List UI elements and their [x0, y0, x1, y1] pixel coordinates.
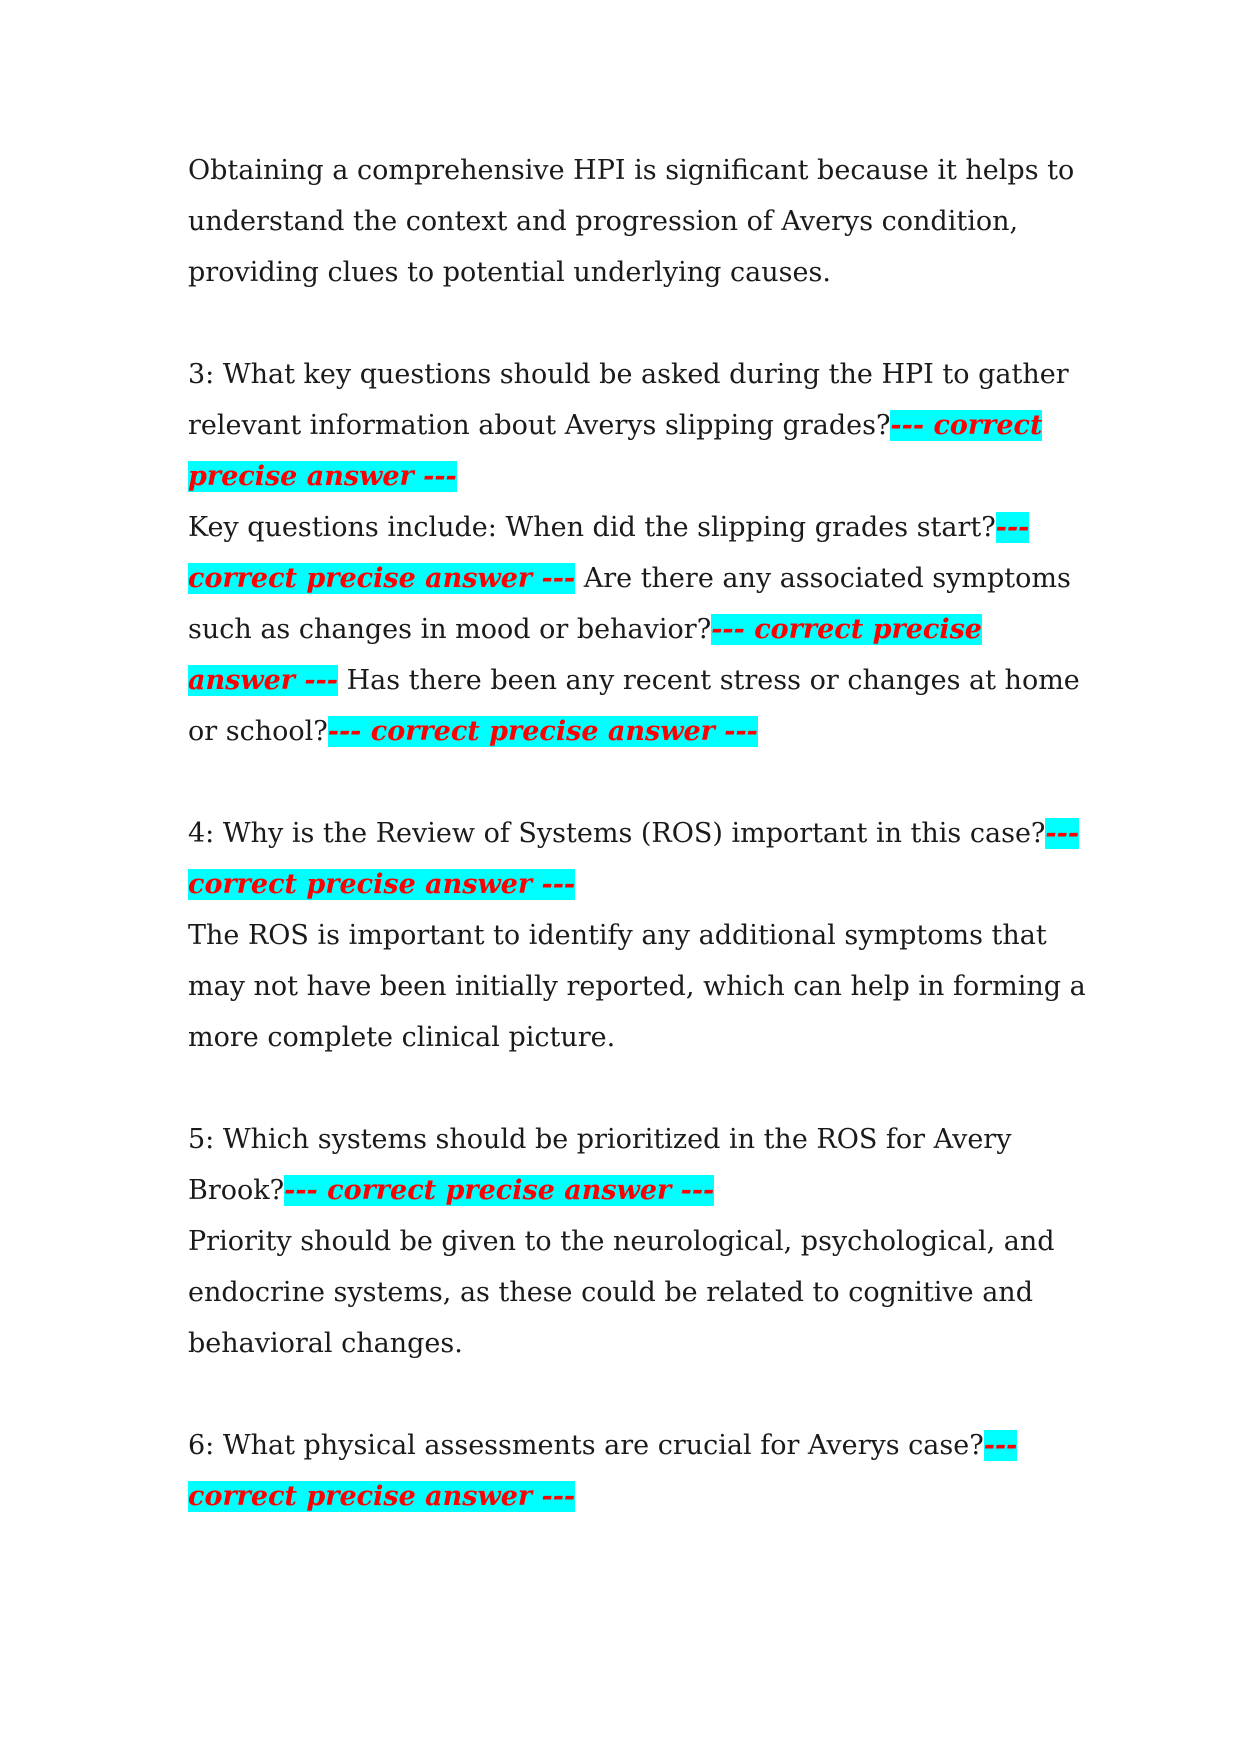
- answer-3: [188, 502, 1088, 757]
- answer-3-part-2: Are there any associated symptoms such as changes in mood or behavior?: [188, 563, 1071, 645]
- question-5-text: 5: Which systems should be prioritized in the ROS for Avery Brook?: [188, 1124, 1012, 1206]
- question-3: [188, 349, 1088, 502]
- answer-marker: --- correct precise answer ---: [284, 1175, 715, 1206]
- paragraph-spacer: [188, 757, 1088, 808]
- answer-4: The ROS is important to identify any additional symptoms that may not have been initially reported, which can help in forming a more complete clinical picture.: [188, 920, 1086, 1053]
- answer-marker: --- correct precise answer ---: [188, 818, 1080, 900]
- answer-marker: --- correct precise answer ---: [188, 410, 1043, 492]
- document-page: [188, 145, 1088, 1522]
- paragraph-spacer: [188, 298, 1088, 349]
- answer-marker: --- correct precise answer ---: [188, 1430, 1018, 1512]
- question-3-text: 3: What key questions should be asked during the HPI to gather relevant information about Averys slipping grades?: [188, 359, 1069, 441]
- intro-paragraph: Obtaining a comprehensive HPI is significant because it helps to understand the context and progression of Averys condition, providing clues to potential underlying causes.: [188, 155, 1075, 288]
- question-4-text: 4: Why is the Review of Systems (ROS) important in this case?: [188, 818, 1046, 849]
- answer-marker: --- correct precise answer ---: [188, 512, 1030, 594]
- answer-3-part-3: Has there been any recent stress or changes at home or school?: [188, 665, 1080, 747]
- question-6: [188, 1420, 1088, 1522]
- answer-5: Priority should be given to the neurological, psychological, and endocrine systems, as these could be related to cognitive and behavioral changes.: [188, 1226, 1055, 1359]
- answer-marker: --- correct precise answer ---: [188, 614, 982, 696]
- answer-3-part-1: Key questions include: When did the slipping grades start?: [188, 512, 996, 543]
- paragraph-spacer: [188, 1369, 1088, 1420]
- question-6-text: 6: What physical assessments are crucial for Averys case?: [188, 1430, 984, 1461]
- question-4: [188, 808, 1088, 910]
- question-5: [188, 1114, 1088, 1216]
- paragraph-spacer: [188, 1063, 1088, 1114]
- answer-marker: --- correct precise answer ---: [327, 716, 758, 747]
